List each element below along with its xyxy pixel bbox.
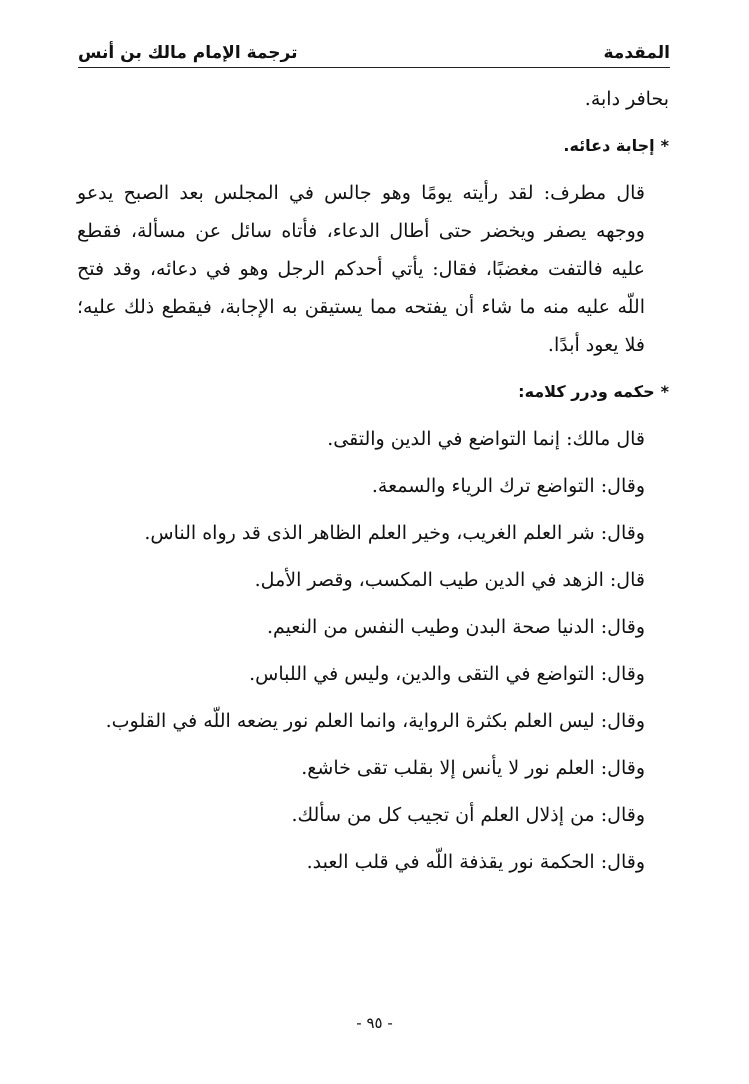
continuation-line: بحافر دابة. — [584, 88, 669, 110]
spacer — [77, 118, 669, 127]
star-icon: * — [660, 136, 669, 155]
saying: قال: الزهد في الدين طيب المكسب، وقصر الأمل. — [254, 569, 645, 591]
heading-text: حكمه ودرر كلامه: — [518, 382, 655, 401]
saying: وقال: التواضع في التقى والدين، وليس في اللباس. — [249, 663, 645, 685]
spacer — [77, 505, 669, 514]
spacer — [77, 693, 669, 702]
spacer — [77, 411, 669, 420]
spacer — [77, 834, 669, 843]
section-heading-answered-prayer — [77, 127, 669, 165]
saying: وقال: الدنيا صحة البدن وطيب النفس من النعيم. — [266, 616, 645, 638]
spacer — [77, 599, 669, 608]
running-header — [78, 34, 670, 66]
section-heading-wisdom — [77, 373, 669, 411]
spacer — [77, 165, 669, 174]
saying: وقال: من إذلال العلم أن تجيب كل من سألك. — [291, 804, 645, 826]
spacer — [77, 787, 669, 796]
book-title: ترجمة الإمام مالك بن أنس — [78, 43, 298, 63]
saying: وقال: شر العلم الغريب، وخير العلم الظاهر الذى قد رواه الناس. — [144, 522, 645, 544]
saying: وقال: الحكمة نور يقذفة اللّه في قلب العبد. — [306, 851, 645, 873]
spacer — [77, 646, 669, 655]
saying: وقال: ليس العلم بكثرة الرواية، وانما العلم نور يضعه اللّه في القلوب. — [105, 710, 645, 732]
heading-text: إجابة دعائه. — [563, 136, 655, 155]
saying: قال مالك: إنما التواضع في الدين والتقى. — [327, 428, 645, 450]
spacer — [77, 458, 669, 467]
paragraph-mutarrif: قال مطرف: لقد رأيته يومًا وهو جالس في المجلس بعد الصبح يدعو ووجهه يصفر ويخضر حتى أطال الدعاء، فأتاه سائل عن مسألة، فقطع عليه فالتفت مغضبًا، فقال: يأتي أحدكم الرجل وهو في دعائه، وقد فتح اللّه عليه منه ما شاء أن يفتحه مما يستيقن به الإجابة، فيقطع ذلك عليه؛ فلا يعود أبدًا. — [77, 182, 645, 356]
chapter-title: المقدمة — [603, 43, 670, 63]
spacer — [77, 552, 669, 561]
star-icon: * — [660, 382, 669, 401]
page-number: - ٩٥ - — [356, 1014, 393, 1032]
header-rule — [78, 67, 670, 68]
saying: وقال: التواضع ترك الرياء والسمعة. — [371, 475, 645, 497]
spacer — [77, 740, 669, 749]
spacer — [77, 364, 669, 373]
saying: وقال: العلم نور لا يأنس إلا بقلب تقى خاشع. — [301, 757, 645, 779]
page-body — [77, 80, 669, 881]
